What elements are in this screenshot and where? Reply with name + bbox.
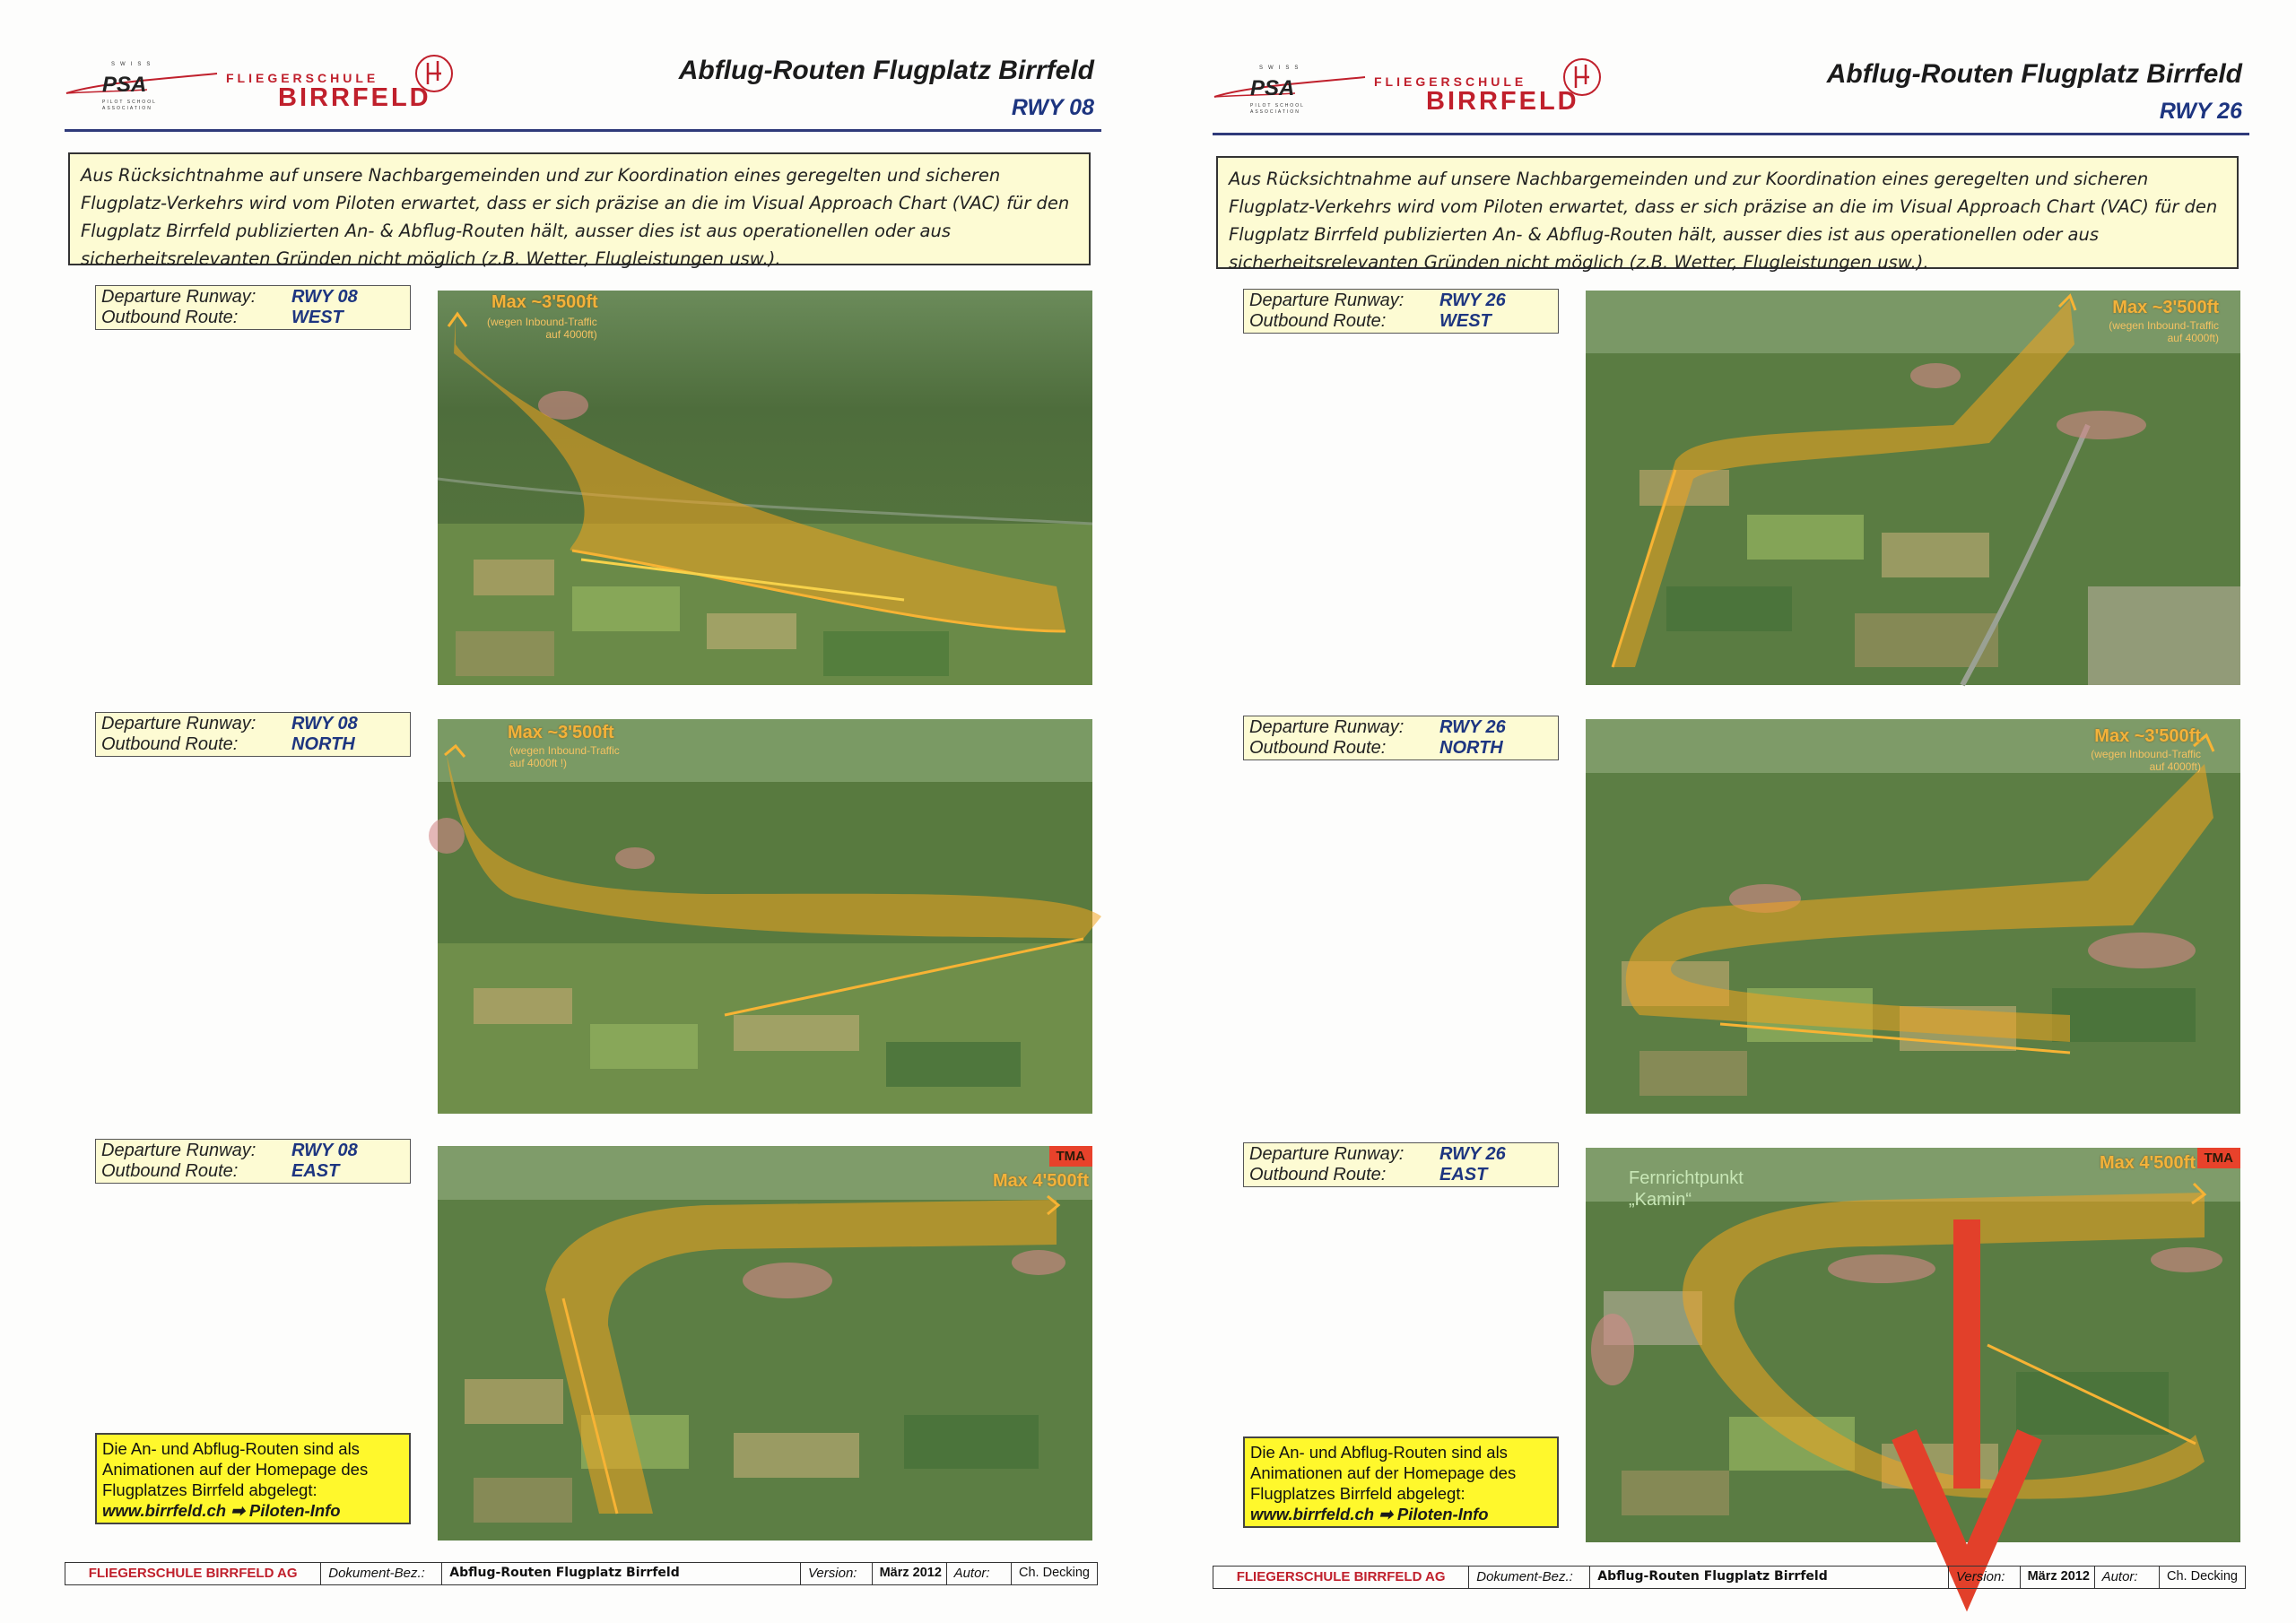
svg-text:BIRRFELD: BIRRFELD <box>278 83 431 112</box>
altitude-label: Max 4'500ft <box>992 1171 1089 1191</box>
altitude-label: Max ~3'500ft <box>508 723 614 742</box>
footer-version-key: Version: <box>801 1563 873 1584</box>
route-label-box <box>1243 289 1559 334</box>
altitude-note: (wegen Inbound-Traffic auf 4000ft) <box>2109 319 2219 344</box>
footer-author-value: Ch. Decking <box>2167 1569 2238 1584</box>
footer-author-key: Autor: <box>947 1563 1012 1584</box>
footer-version-key: Version: <box>1949 1567 2021 1588</box>
label-departure-runway: Departure Runway: <box>1249 1144 1405 1164</box>
footer-author-key: Autor: <box>2095 1567 2160 1588</box>
header-rule <box>1213 133 2249 135</box>
label-outbound-route: Outbound Route: <box>101 1161 239 1181</box>
altitude-label: Max ~3'500ft <box>2112 298 2219 317</box>
altitude-note: (wegen Inbound-Traffic auf 4000ft) <box>487 316 597 341</box>
footer-table <box>1213 1566 2246 1589</box>
altitude-label: Max ~3'500ft <box>2094 726 2201 746</box>
value-outbound-route: NORTH <box>291 734 355 754</box>
animation-note-line: Flugplatzes Birrfeld abgelegt: <box>1250 1484 1465 1503</box>
homepage-link[interactable]: www.birrfeld.ch ➡ Piloten-Info <box>1250 1505 1489 1523</box>
route-label-box <box>1243 1142 1559 1187</box>
animation-note <box>95 1433 411 1524</box>
animation-note <box>1243 1436 1559 1528</box>
label-departure-runway: Departure Runway: <box>101 1141 257 1160</box>
footer-doc-value: Abflug-Routen Flugplatz Birrfeld <box>442 1563 801 1584</box>
footer-company: FLIEGERSCHULE BIRRFELD AG <box>65 1563 321 1584</box>
value-outbound-route: WEST <box>291 308 344 327</box>
route-map-north <box>438 719 1092 1114</box>
intro-text: Aus Rücksichtnahme auf unsere Nachbargemeinden und zur Koordination eines geregelten und sicheren Flugplatz-Verkehrs wird vom Piloten erwartet, dass er sich präzise an die im Visual Approach Chart (VAC) für den Flugplatz Birrfeld publizierten An- & Abflug-Routen hält, ausser dies ist aus operationellen oder aus sicherheitsrelevanten Gründen nicht möglich (z.B. Wetter, Flugleistungen usw.). <box>1216 156 2239 269</box>
label-departure-runway: Departure Runway: <box>1249 717 1405 737</box>
page-rwy26 <box>1148 0 2296 1623</box>
header-rule <box>65 129 1101 132</box>
value-departure-runway: RWY 08 <box>291 1141 358 1160</box>
value-outbound-route: EAST <box>291 1161 340 1181</box>
tma-badge: TMA <box>1049 1146 1093 1167</box>
animation-note-line: Die An- und Abflug-Routen sind als <box>102 1439 360 1458</box>
intro-text: Aus Rücksichtnahme auf unsere Nachbargemeinden und zur Koordination eines geregelten und sicheren Flugplatz-Verkehrs wird vom Piloten erwartet, dass er sich präzise an die im Visual Approach Chart (VAC) für den Flugplatz Birrfeld publizierten An- & Abflug-Routen hält, ausser dies ist aus operationellen oder aus sicherheitsrelevanten Gründen nicht möglich (z.B. Wetter, Flugleistungen usw.). <box>68 152 1091 265</box>
route-map-east <box>1586 1148 2240 1542</box>
label-outbound-route: Outbound Route: <box>1249 311 1387 331</box>
label-departure-runway: Departure Runway: <box>1249 291 1405 310</box>
footer-version-value: März 2012 <box>873 1563 947 1584</box>
document-title: Abflug-Routen Flugplatz Birrfeld <box>678 56 1094 85</box>
waypoint-arrow-icon <box>1639 1219 2294 1614</box>
tma-badge: TMA <box>2197 1148 2241 1168</box>
svg-text:PSA: PSA <box>1250 76 1295 100</box>
svg-text:SWISS: SWISS <box>1259 65 1304 71</box>
label-outbound-route: Outbound Route: <box>1249 1165 1387 1185</box>
animation-note-line: Animationen auf der Homepage des <box>1250 1463 1517 1482</box>
value-departure-runway: RWY 26 <box>1439 717 1506 737</box>
value-departure-runway: RWY 08 <box>291 714 358 733</box>
footer-doc-key: Dokument-Bez.: <box>321 1563 442 1584</box>
footer-version-value: März 2012 <box>2021 1567 2095 1588</box>
document-title: Abflug-Routen Flugplatz Birrfeld <box>1826 59 2242 89</box>
label-departure-runway: Departure Runway: <box>101 714 257 733</box>
svg-text:SWISS: SWISS <box>111 62 156 67</box>
homepage-link[interactable]: www.birrfeld.ch ➡ Piloten-Info <box>102 1501 341 1520</box>
svg-text:PSA: PSA <box>102 73 147 97</box>
altitude-label: Max ~3'500ft <box>491 292 598 312</box>
svg-text:ASSOCIATION: ASSOCIATION <box>102 106 152 111</box>
value-departure-runway: RWY 08 <box>291 287 358 307</box>
animation-note-line: Die An- und Abflug-Routen sind als <box>1250 1443 1508 1462</box>
value-outbound-route: NORTH <box>1439 738 1503 758</box>
route-map-west <box>1586 291 2240 685</box>
svg-text:FLIEGERSCHULE: FLIEGERSCHULE <box>226 71 379 85</box>
value-outbound-route: WEST <box>1439 311 1492 331</box>
footer-author-value: Ch. Decking <box>1019 1566 1090 1580</box>
psa-birrfeld-logo <box>1213 59 1661 122</box>
svg-text:BIRRFELD: BIRRFELD <box>1426 87 1579 116</box>
route-map-west <box>438 291 1092 685</box>
route-label-box <box>95 285 411 330</box>
footer-doc-value: Abflug-Routen Flugplatz Birrfeld <box>1590 1567 1949 1588</box>
label-outbound-route: Outbound Route: <box>101 734 239 754</box>
route-map-north <box>1586 719 2240 1114</box>
label-outbound-route: Outbound Route: <box>101 308 239 327</box>
animation-note-line: Animationen auf der Homepage des <box>102 1460 369 1479</box>
footer-company: FLIEGERSCHULE BIRRFELD AG <box>1213 1567 1469 1588</box>
label-outbound-route: Outbound Route: <box>1249 738 1387 758</box>
altitude-note: (wegen Inbound-Traffic auf 4000ft) <box>2091 748 2201 773</box>
route-label-box <box>1243 716 1559 760</box>
value-departure-runway: RWY 26 <box>1439 291 1506 310</box>
runway-subtitle: RWY 08 <box>1011 95 1094 120</box>
altitude-note: (wegen Inbound-Traffic auf 4000ft !) <box>509 744 620 769</box>
waypoint-label: Fernrichtpunkt „Kamin“ <box>1629 1168 1744 1210</box>
route-label-box <box>95 1139 411 1184</box>
value-departure-runway: RWY 26 <box>1439 1144 1506 1164</box>
route-label-box <box>95 712 411 757</box>
value-outbound-route: EAST <box>1439 1165 1488 1185</box>
label-departure-runway: Departure Runway: <box>101 287 257 307</box>
svg-text:ASSOCIATION: ASSOCIATION <box>1250 109 1300 115</box>
altitude-label: Max 4'500ft <box>2099 1153 2196 1173</box>
svg-text:PILOT SCHOOL: PILOT SCHOOL <box>102 100 157 105</box>
route-map-east <box>438 1146 1092 1541</box>
svg-text:FLIEGERSCHULE: FLIEGERSCHULE <box>1374 74 1527 89</box>
footer-doc-key: Dokument-Bez.: <box>1469 1567 1590 1588</box>
animation-note-line: Flugplatzes Birrfeld abgelegt: <box>102 1480 317 1499</box>
footer-table <box>65 1562 1098 1585</box>
svg-text:PILOT SCHOOL: PILOT SCHOOL <box>1250 103 1305 108</box>
psa-birrfeld-logo <box>65 56 513 118</box>
runway-subtitle: RWY 26 <box>2159 99 2242 124</box>
